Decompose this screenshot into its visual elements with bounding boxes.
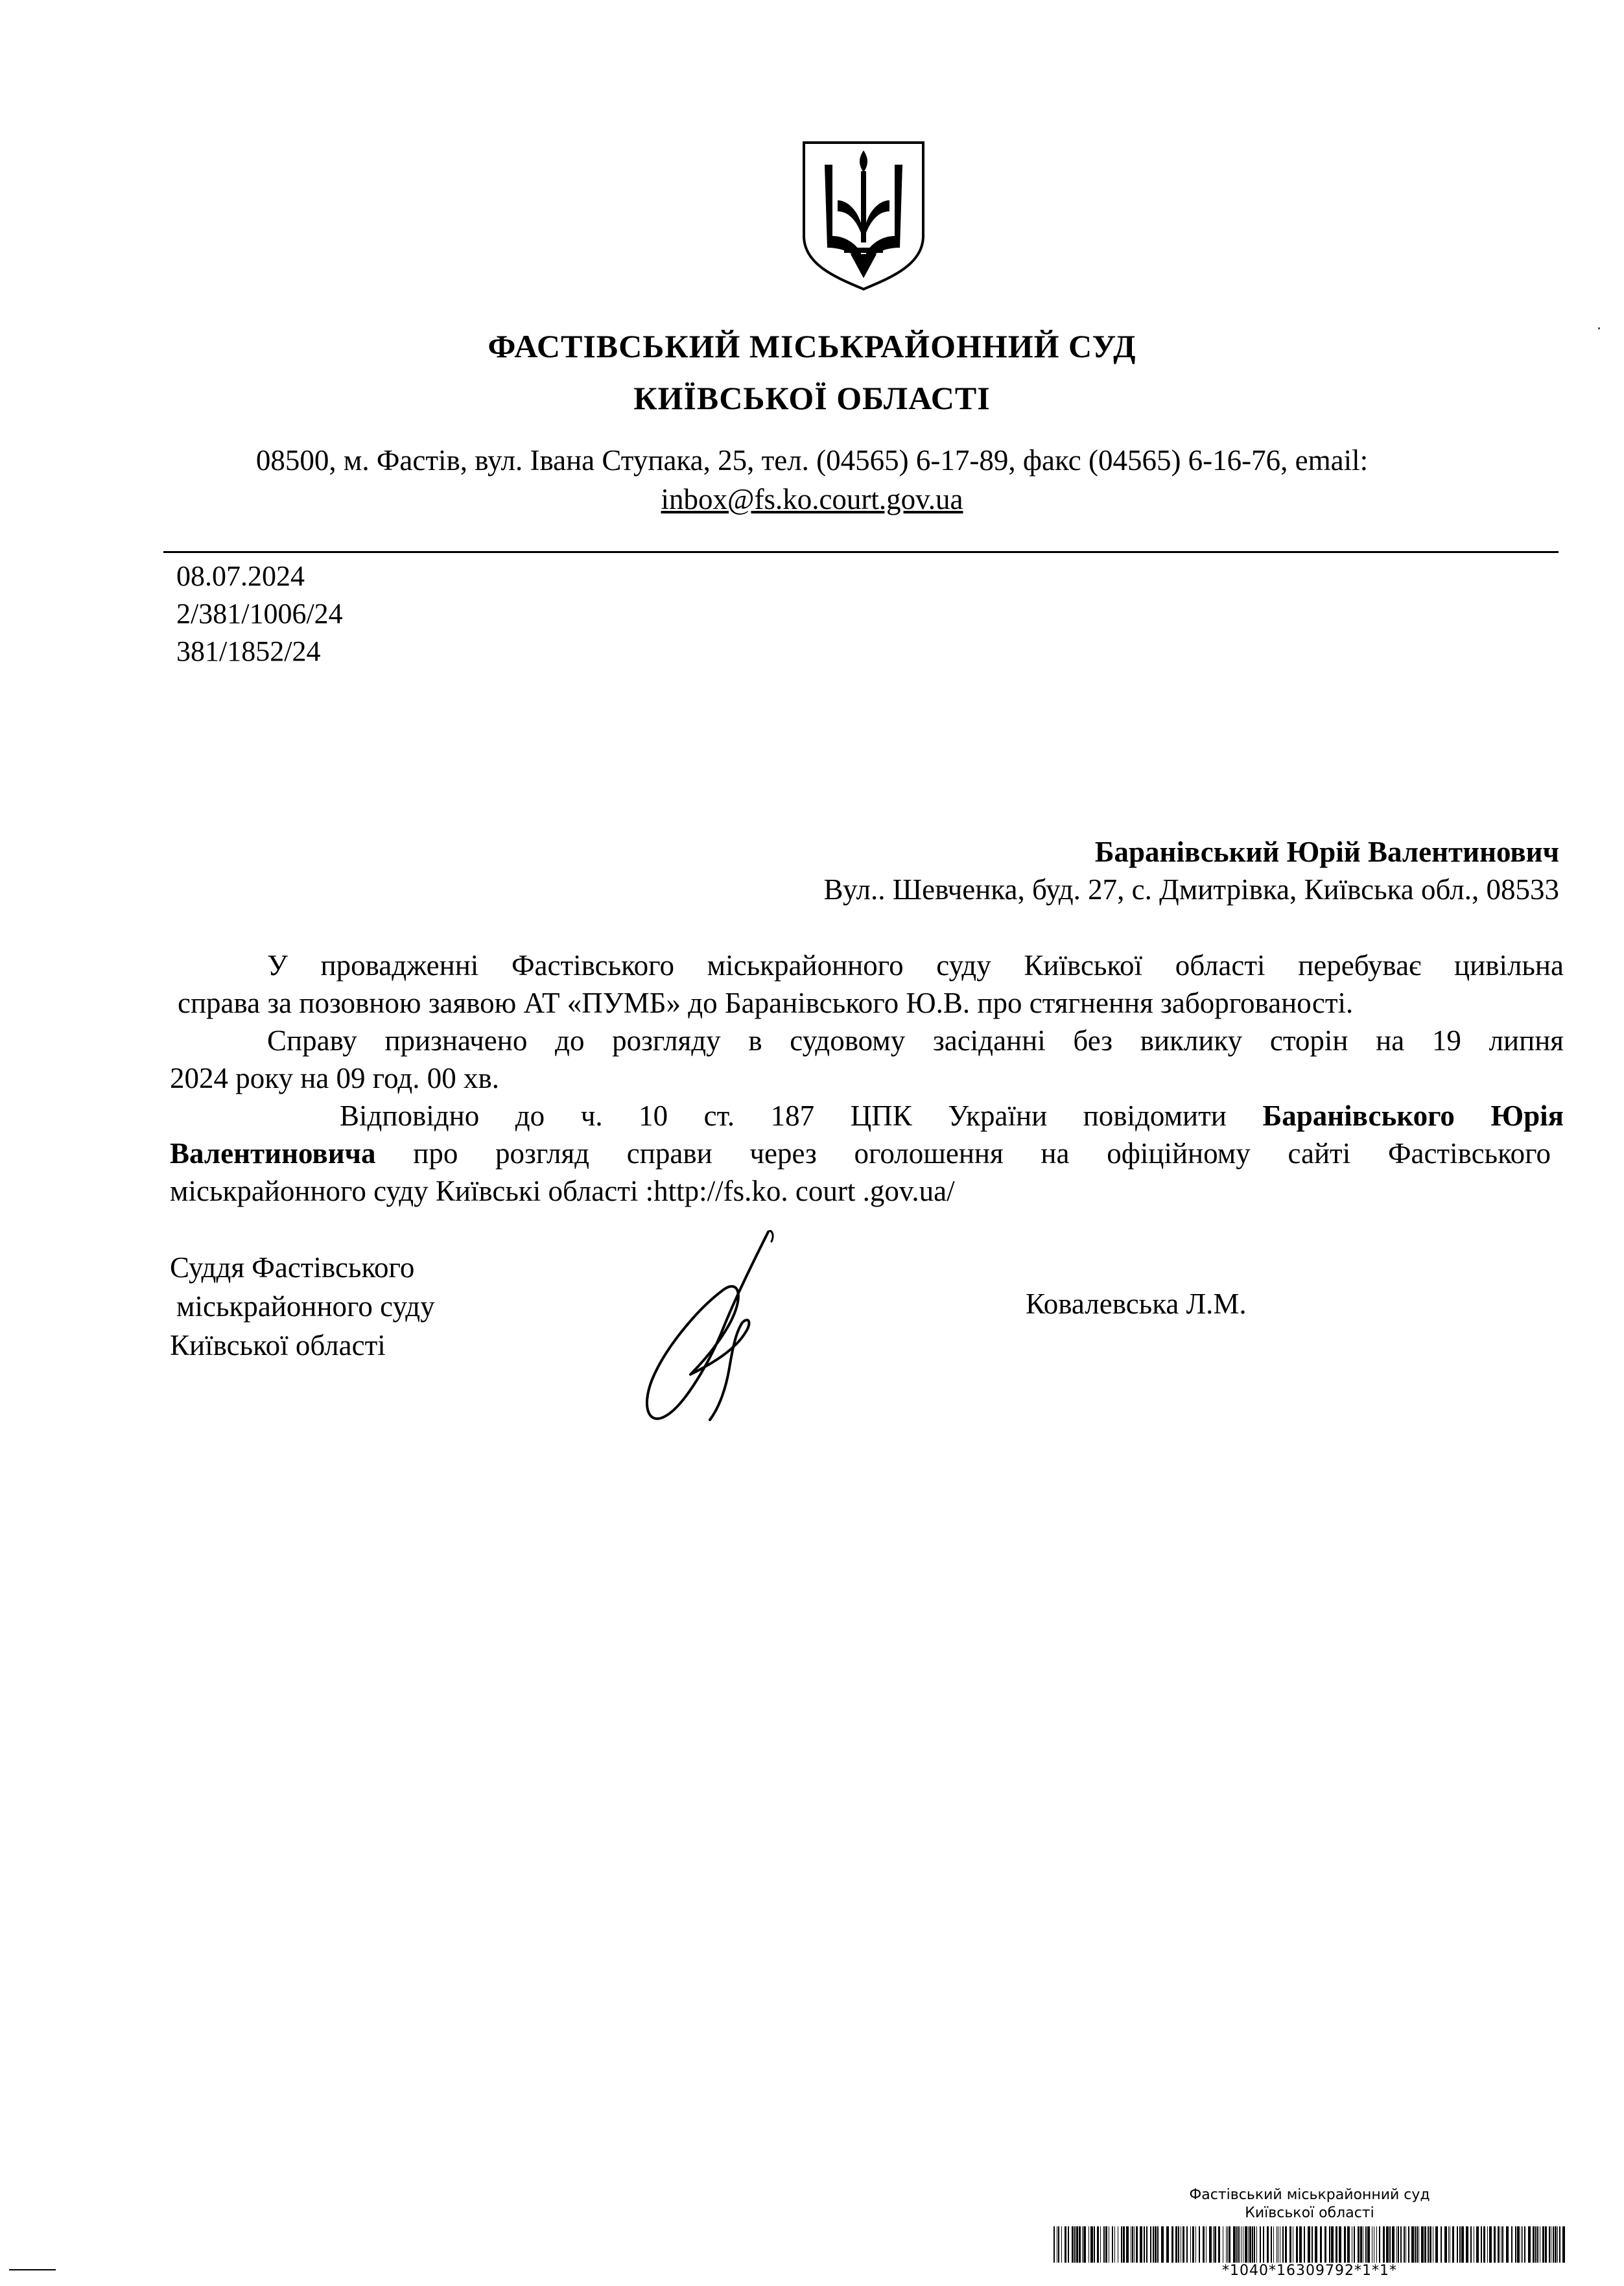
barcode-bar [1248, 2226, 1249, 2263]
barcode-bar [1502, 2226, 1503, 2263]
barcode-bar [1166, 2226, 1169, 2263]
scan-dot [1598, 327, 1600, 329]
barcode-bar [1430, 2226, 1431, 2263]
barcode-bar [1308, 2226, 1310, 2263]
paragraph-3 [170, 1097, 1564, 1210]
barcode-bar [1324, 2226, 1326, 2263]
barcode-bar [1299, 2226, 1302, 2263]
paragraph-2-line-2: 2024 року на 09 год. 00 хв. [170, 1062, 499, 1094]
handwritten-signature-icon [639, 1219, 801, 1433]
barcode-bar [1367, 2226, 1370, 2263]
barcode-bar [1444, 2226, 1447, 2263]
barcode-bar [1435, 2226, 1438, 2263]
barcode-bar [1404, 2226, 1405, 2263]
document-meta [176, 558, 343, 670]
paragraph-1-line-2: справа за позовною заявою АТ «ПУМБ» до Баранівського Ю.В. про стягнення заборгованості. [178, 987, 1354, 1019]
barcode-bar [1090, 2226, 1093, 2263]
barcode-bar [1114, 2226, 1115, 2263]
barcode-bar [1521, 2226, 1522, 2263]
barcode-bar [1528, 2226, 1531, 2263]
barcode-bar [1320, 2226, 1322, 2263]
judge-title-line-3: Київської області [170, 1329, 386, 1361]
barcode-bar [1053, 2226, 1055, 2263]
stamp-code: *1040*16309792*1*1* [1222, 2263, 1397, 2279]
barcode-bar [1123, 2226, 1125, 2263]
document-date: 08.07.2024 [176, 560, 305, 592]
barcode-bar [1072, 2226, 1074, 2263]
barcode-bar [1153, 2226, 1154, 2263]
case-number: 381/1852/24 [176, 635, 321, 667]
barcode-bar [1498, 2226, 1500, 2263]
barcode-bar [1408, 2226, 1409, 2263]
addressee-name-bold: Баранівського Юрія [1262, 1100, 1564, 1132]
barcode-bar [1094, 2226, 1095, 2263]
paragraph-3-line-2-text: про розгляд справи через оголошення на офіційному сайті Фастівського [413, 1137, 1551, 1170]
barcode-icon [1053, 2226, 1566, 2263]
letter-body [170, 947, 1564, 1210]
barcode-bar [1134, 2226, 1135, 2263]
barcode-bar [1461, 2226, 1464, 2263]
barcode-bar [1515, 2226, 1516, 2263]
barcode-bar [1545, 2226, 1547, 2263]
barcode-bar [1097, 2226, 1099, 2263]
barcode-bar [1383, 2226, 1385, 2263]
paragraph-3-line-1-text: Відповідно до ч. 10 ст. 187 ЦПК України повідомити [340, 1100, 1227, 1132]
barcode-bar [1315, 2226, 1317, 2263]
barcode-bar [1146, 2226, 1147, 2263]
barcode-bar [1282, 2226, 1284, 2263]
barcode-bar [1254, 2226, 1255, 2263]
paragraph-2-line-1: Справу призначено до розгляду в судовому засіданні без виклику сторін на 19 липня [267, 1024, 1564, 1057]
barcode-bar [1192, 2226, 1194, 2263]
barcode-bar [1459, 2226, 1461, 2263]
barcode-bar [1312, 2226, 1313, 2263]
barcode-bar [1083, 2226, 1086, 2263]
barcode-bar [1082, 2226, 1083, 2263]
barcode-bar [1178, 2226, 1179, 2263]
barcode-bar [1487, 2226, 1488, 2263]
barcode-bar [1428, 2226, 1429, 2263]
barcode-bar [1209, 2226, 1212, 2263]
barcode-bar [1517, 2226, 1520, 2263]
court-address [194, 441, 1430, 519]
barcode-bar [1415, 2226, 1416, 2263]
barcode-bar [1203, 2226, 1205, 2263]
barcode-bar [1195, 2226, 1196, 2263]
court-email-link[interactable]: inbox@fs.ko.court.gov.ua [661, 483, 963, 515]
paragraph-1-line-1: У провадженні Фастівського міськрайонного суду Київської області перебуває цивільна [267, 949, 1564, 982]
barcode-bar [1542, 2226, 1544, 2263]
barcode-bar [1233, 2226, 1236, 2263]
judge-name: Ковалевська Л.М. [1026, 1288, 1247, 1320]
ukraine-trident-emblem-icon [799, 139, 928, 293]
scan-mark [9, 2269, 56, 2270]
barcode-bar [1214, 2226, 1216, 2263]
barcode-bar [1476, 2226, 1479, 2263]
barcode-bar [1339, 2226, 1341, 2263]
barcode-bar [1213, 2226, 1214, 2263]
judge-title-line-1: Суддя Фастівського [170, 1251, 415, 1284]
paragraph-2 [170, 1022, 1564, 1097]
barcode-bar [1336, 2226, 1337, 2263]
addressee-name: Баранівський Юрій Валентинович [1094, 836, 1559, 868]
barcode-bar [1175, 2226, 1177, 2263]
barcode-bar [1389, 2226, 1391, 2263]
addressee-patronymic-bold: Валентиновича [170, 1137, 376, 1170]
barcode-bar [1074, 2226, 1076, 2263]
barcode-bar [1452, 2226, 1454, 2263]
barcode-bar [1245, 2226, 1247, 2263]
registry-stamp [1050, 2186, 1569, 2280]
barcode-bar [1249, 2226, 1251, 2263]
addressee-address: Вул.. Шевченка, буд. 27, с. Дмитрівка, Київська обл., 08533 [823, 873, 1559, 906]
barcode-bar [1186, 2226, 1188, 2263]
barcode-bar [1157, 2226, 1159, 2263]
barcode-bar [1441, 2226, 1442, 2263]
barcode-bar [1392, 2226, 1395, 2263]
barcode-bar [1271, 2226, 1272, 2263]
outgoing-number: 2/381/1006/24 [176, 598, 343, 630]
barcode-bar [1227, 2226, 1228, 2263]
barcode-bar [1537, 2226, 1538, 2263]
barcode-bar [1183, 2226, 1184, 2263]
barcode-bar [1132, 2226, 1133, 2263]
barcode-bar [1121, 2226, 1122, 2263]
barcode-bar [1256, 2226, 1257, 2263]
barcode-bar [1358, 2226, 1359, 2263]
addressee-block [824, 833, 1559, 908]
barcode-bar [1533, 2226, 1535, 2263]
barcode-bar [1289, 2226, 1291, 2263]
barcode-bar [1218, 2226, 1220, 2263]
barcode-bar [1535, 2226, 1536, 2263]
stamp-line-1: Фастівський міськрайонний суд [1189, 2187, 1430, 2203]
paragraph-3-line-2 [170, 1135, 1564, 1172]
barcode-bar [1562, 2226, 1565, 2263]
barcode-bar [1483, 2226, 1485, 2263]
barcode-bar [1470, 2226, 1472, 2263]
barcode-bar [1267, 2226, 1269, 2263]
barcode-bar [1136, 2226, 1138, 2263]
barcode-bar [1155, 2226, 1157, 2263]
barcode-bar [1105, 2226, 1107, 2263]
barcode-bar [1524, 2226, 1525, 2263]
barcode-bar [1236, 2226, 1238, 2263]
barcode-bar [1489, 2226, 1492, 2263]
barcode-bar [1511, 2226, 1512, 2263]
barcode-bar [1226, 2226, 1227, 2263]
barcode-bar [1396, 2226, 1397, 2263]
barcode-bar [1061, 2226, 1062, 2263]
barcode-bar [1466, 2226, 1468, 2263]
paragraph-3-line-1 [170, 1097, 1564, 1135]
barcode-bar [1079, 2226, 1081, 2263]
barcode-bar [1481, 2226, 1482, 2263]
barcode-bar [1150, 2226, 1151, 2263]
barcode-bar [1398, 2226, 1399, 2263]
barcode-bar [1559, 2226, 1560, 2263]
barcode-bar [1400, 2226, 1402, 2263]
court-address-text: 08500, м. Фастів, вул. Івана Ступака, 25, тел. (04565) 6-17-89, факс (04565) 6-16-76, email: [255, 444, 1369, 477]
paragraph-3-line-3: міськрайонного суду Київські області :http://fs.ko. court .gov.ua/ [170, 1175, 955, 1207]
barcode-bar [1103, 2226, 1105, 2263]
barcode-bar [1557, 2226, 1558, 2263]
barcode-bar [1273, 2226, 1274, 2263]
barcode-bar [1076, 2226, 1078, 2263]
court-name-line1: ФАСТІВСЬКИЙ МІСЬКРАЙОННИЙ СУД [488, 328, 1136, 364]
barcode-bar [1553, 2226, 1554, 2263]
barcode-bar [1199, 2226, 1200, 2263]
barcode-bar [1555, 2226, 1557, 2263]
barcode-bar [1126, 2226, 1129, 2263]
barcode-bar [1296, 2226, 1298, 2263]
barcode-bar [1068, 2226, 1069, 2263]
barcode-bar [1379, 2226, 1380, 2263]
barcode-bar [1144, 2226, 1145, 2263]
stamp-line-2: Київської області [1245, 2205, 1374, 2221]
barcode-bar [1344, 2226, 1346, 2263]
barcode-bar [1238, 2226, 1240, 2263]
barcode-bar [1331, 2226, 1334, 2263]
barcode-bar [1494, 2226, 1496, 2263]
barcode-bar [1424, 2226, 1426, 2263]
barcode-bar [1285, 2226, 1287, 2263]
barcode-bar [1065, 2226, 1066, 2263]
barcode-bar [1360, 2226, 1362, 2263]
paragraph-1 [170, 947, 1564, 1022]
barcode-bar [1161, 2226, 1164, 2263]
barcode-bar [1263, 2226, 1264, 2263]
barcode-bar [1411, 2226, 1414, 2263]
barcode-bar [1549, 2226, 1550, 2263]
barcode-bar [1171, 2226, 1173, 2263]
barcode-bar [1376, 2226, 1377, 2263]
barcode-bar [1329, 2226, 1330, 2263]
barcode-bar [1058, 2226, 1059, 2263]
barcode-bar [1241, 2226, 1242, 2263]
barcode-bar [1522, 2226, 1523, 2263]
barcode-bar [1365, 2226, 1367, 2263]
barcode-bar [1448, 2226, 1449, 2263]
barcode-bar [1190, 2226, 1191, 2263]
barcode-bar [1457, 2226, 1458, 2263]
court-name-line2: КИЇВСЬКОЇ ОБЛАСТІ [633, 380, 991, 416]
barcode-bar [1260, 2226, 1261, 2263]
barcode-bar [1112, 2226, 1113, 2263]
barcode-bar [1100, 2226, 1101, 2263]
barcode-bar [1418, 2226, 1419, 2263]
barcode-bar [1140, 2226, 1142, 2263]
judge-title [170, 1248, 435, 1365]
barcode-bar [1252, 2226, 1253, 2263]
judge-title-line-2: міськрайонного суду [176, 1290, 435, 1323]
barcode-bar [1347, 2226, 1350, 2263]
header-divider [163, 551, 1559, 553]
barcode-bar [1421, 2226, 1424, 2263]
barcode-bar [1354, 2226, 1355, 2263]
barcode-bar [1229, 2226, 1230, 2263]
barcode-bar [1386, 2226, 1389, 2263]
barcode-bar [1417, 2226, 1418, 2263]
barcode-bar [1304, 2226, 1305, 2263]
barcode-bar [1506, 2226, 1509, 2263]
